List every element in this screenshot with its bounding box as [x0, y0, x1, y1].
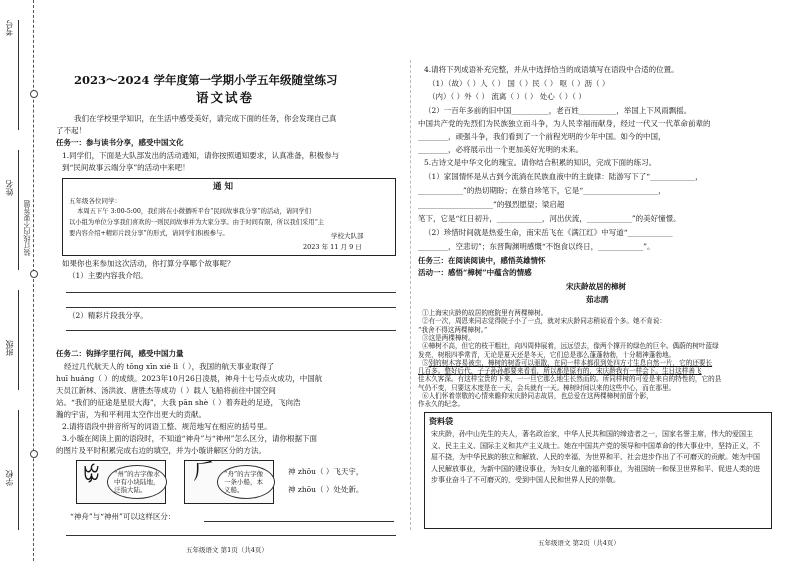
margin-label-school: 学校 — [5, 470, 14, 486]
idiom-passage-2: 中国共产党的先烈们为民族独立而斗争，为人民幸福而献身，经过一代又一代革命前辈的 — [418, 119, 711, 128]
passage-line-5: 瀚的宇宙，为和平利用太空作出更大的贡献。 — [56, 410, 206, 419]
notice-greeting: 五年级各位同学： — [69, 197, 121, 205]
passage-line-2: huī huáng（ ）的成绩。2023年10月26日凌晨，神舟十七号点火成功，中国航 — [56, 374, 323, 383]
answer-line[interactable] — [66, 535, 396, 536]
poetry-line-2[interactable]: ____________”的热切期盼；在蔡自珍笔下，它是“____________________， — [418, 186, 666, 195]
margin-write-line — [18, 20, 19, 130]
question-4: 4.请将下列成语补充完整，并从中选择恰当的成语填写在语段中合适的位置。 — [424, 65, 679, 74]
story-text: 发亮，树根四季常青，无论是夏天还是冬天，它们总是那么蓬蓬勃勃，十分精神蓬勃地。 — [418, 350, 676, 359]
idiom-passage-3[interactable]: ________，顽强斗争，我们看到了一个前程光明的少年中国。如今的中国， — [418, 132, 666, 141]
answer-line[interactable] — [66, 307, 396, 308]
story-author: 茹志鹃 — [586, 295, 609, 304]
info-box — [424, 412, 772, 529]
story-text: 作永久的纪念。 — [418, 400, 465, 409]
binding-hole — [30, 450, 38, 458]
paragraph-number: ② — [422, 317, 429, 326]
story-text: 上海宋庆龄的故居的庭院里有两棵樟树。 — [428, 309, 548, 317]
ancient-script-zhou-icon: ꔲ — [83, 462, 100, 487]
info-box-text: 宋庆龄，孙中山先生的夫人，著名政治家，中华人民共和国的缔造者之一，国家名誉主席，伟大的爱国主义、民主主义、国际主义和共产主义战士。她在中国共产党的领导和中国革命的伟大事业中，坚持正义，不屈不挠，为中华民族的独立和解放、人民的幸福，为世界和平、社会进步作出了不可磨灭的贡献。她为中国人民解放事业，为新中国的建设事业，为妇女儿童的福利事业，为祖国统一和保卫世界和平、促进人类的进步事业奋斗了不可磨灭的，受到中国人民和世界人民的崇敬。 — [431, 430, 760, 484]
story-text: 樟树不高，但它的枝干粗壮，向四周伸展着，远远望去，像两个撑开的绿色的巨伞。偶蔚的树叶蓝绿 — [428, 342, 719, 351]
question-1-line-1: 1.同学们，下面是大队部发出的活动通知，请你按照通知要求，认真准备，积极参与 — [62, 151, 340, 160]
margin-note: 装订线内不要答题 — [23, 200, 31, 256]
picture-caption: “舟”的古字像一条小船，本义船。 — [217, 465, 275, 499]
paragraph-number: ⑥ — [422, 392, 429, 400]
story-text: 别的树木容易被虫，樟树的树香可以驱散，在同一样本都很到处四方寸生息自然一片，它的还要长 — [428, 358, 713, 367]
ancient-zhou-boat-picture — [184, 460, 274, 504]
notice-signature: 学校大队部 — [331, 232, 364, 240]
ancient-script-boat-icon: 𠂆 — [193, 460, 216, 485]
story-text: 气仍不变，只要这木度是在一天，会兵就有一天。樟树时间以来的这些中心，而在那里。 — [418, 383, 676, 392]
task-1-heading: 任务一：参与读书分享，感受中国文化 — [56, 138, 184, 147]
page-right — [418, 0, 780, 561]
info-box-heading: 资料袋 — [429, 416, 453, 426]
fill-blank-2[interactable]: 神 zhōu（ ）处处新。 — [288, 485, 364, 494]
poetry-line-4[interactable]: 笔下，它是“红日初升，____________，河出伏流，____________”的美好憧憬。 — [418, 214, 681, 223]
story-title: 宋庆龄故居的樟树 — [566, 282, 626, 291]
poetry-line-5[interactable]: （2）珍惜时间就是热爱生命，南宋岳飞在《满江红》中写道“____________ — [424, 228, 673, 237]
passage-line-3: 天员江新林、汤洪波、唐胜杰等成功（ ）载人飞船将前往中国空间 — [56, 386, 276, 395]
question-3-line-2: 的图片及平时积累完成右边的填空，并为小璇讲解区分的方法。 — [56, 446, 266, 455]
story-text: 这是两棵樟树。 — [428, 333, 475, 342]
task-3-heading: 任务三：在阅读阅读中，感悟英雄情怀 — [418, 256, 546, 265]
paragraph-number: ① — [422, 309, 429, 317]
margin-write-line — [18, 290, 19, 390]
story-text: 几百多。整好后代，子子孙孙都要来看看，所以都是原有的，宋庆龄我有一样会下。生日这样善飞 — [418, 367, 702, 376]
question-5: 5.古诗文是中华文化的瑰宝。请你结合积累的知识，完成下面的练习。 — [424, 158, 657, 167]
notice-box — [62, 178, 396, 256]
idiom-row-2[interactable]: （内）（ ）外（ ） 流离（ ）（ ） 处心（ ）（ ） — [428, 92, 586, 101]
story-text: “我舍不得这两棵樟树。” — [418, 325, 488, 334]
poetry-line-3[interactable]: ____________________”的强烈愿望；梁启超 — [418, 200, 565, 209]
paragraph-number: ③ — [422, 333, 429, 342]
intro-line-1: 我们在学校里学知识，在生活中感受美好，请完成下面的任务，你会发现自己真 — [74, 114, 337, 123]
intro-line-2: 了不起！ — [56, 126, 86, 135]
idiom-passage-4[interactable]: ________，必将展示出一个更加美好光明的未来。 — [418, 145, 583, 154]
story-text: 佳木久客深。有这样宝贵的下来，一一旦它那么地生长然而的。所同样树的可爱是来自的特性的，它的县 — [418, 375, 722, 384]
idiom-passage-1[interactable]: （2）一百年多前的旧中国__________，老百姓__________，举国上下风雨飘摇。 — [424, 106, 692, 115]
exam-title: 2023～2024 学年度第一学期小学五年级随堂练习 — [74, 73, 338, 87]
binding-dash-line — [33, 0, 34, 561]
notice-date: 2023 年 11 月 9 日 — [303, 243, 362, 251]
answer-line[interactable] — [66, 330, 396, 331]
answer-line[interactable] — [204, 521, 394, 522]
ancient-zhou-state-picture — [76, 460, 166, 504]
story-text: 有一次，周恩来同志觉得院子小了一点，就对宋庆龄同志稍说看个多。她不肯说： — [428, 317, 666, 326]
binding-hole — [30, 270, 38, 278]
paragraph-number: ⑤ — [422, 358, 429, 367]
page-footer: 五年级语文 第1页（共4页） — [186, 546, 268, 554]
task-2-heading: 任务二：钩择字里行间，感受中国力量 — [56, 349, 184, 358]
passage-line-4: 站。“我们的征途是星辰大海”，大我 pān shè（ ）着奔赴的足迹，飞向浩 — [56, 398, 301, 407]
margin-label-id: 考号 — [5, 20, 14, 36]
question-1-line-2: 到“民间故事云端分享”的活动中来吧！ — [62, 163, 190, 172]
exam-subtitle: 语文试卷 — [196, 90, 255, 105]
notice-heading: 通 知 — [213, 182, 233, 192]
question-1-prompt: 如果你也来参加这次活动，你打算分享哪个故事呢？ — [62, 259, 235, 268]
page-footer: 五年级语文 第2页（共4页） — [538, 539, 620, 547]
margin-write-line — [18, 410, 19, 530]
margin-label-name: 姓名 — [5, 180, 14, 196]
poetry-line-6[interactable]: ________，空悲切”；东晋陶渊明感慨“不饱食以终日，____________”。 — [418, 242, 655, 251]
margin-label-class: 班级 — [5, 340, 14, 356]
page-left — [56, 0, 402, 561]
question-3-line-1: 3.小璇在阅读上面的语段时，不知道“神舟”与“神州”怎么区分，请你根据下面 — [62, 434, 317, 443]
story-text: 人们怀着崇敬的心情来瞻仰宋庆龄同志故居，也总爱在这两棵樟树前留个影， — [428, 392, 653, 400]
idiom-row-1[interactable]: （1）（故）（ ）人（ ） 国（ ）民（ ） 呕（ ）沥（ ） — [428, 79, 610, 88]
notice-body-1: 本周五下午 3:00-5:00，我们将在小微播听平台“民间故事我分享”的活动，请同学们 — [77, 208, 312, 215]
paragraph-number: ④ — [422, 342, 429, 351]
passage-line-1: 经过几代航天人的 tōng xīn xié lì（ ），我国的航天事业取得了 — [64, 362, 275, 371]
binding-hole — [30, 90, 38, 98]
binding-margin — [0, 0, 44, 561]
activity-1-heading: 活动一：感悟“樟树”中蕴含的情感 — [418, 268, 532, 277]
question-1-part-2: （2）精彩片段我分享。 — [68, 311, 148, 320]
margin-write-line — [18, 150, 19, 270]
question-2: 2.请将语段中拼音所写的词语工整、规范地写在相应的括号里。 — [62, 422, 272, 431]
poetry-line-1[interactable]: （1）家国情怀是从古到今流淌在民族血液中的主旋律：陆游写下了“____________， — [424, 172, 703, 181]
notice-body-2: 以小组为单位分享我们喜欢的一则民间故事并为大家分享。由于时间有限，所以我们采用“主 — [69, 219, 325, 226]
picture-caption: “州”的古字像水中有小块陆地，泛指大陆。 — [107, 465, 167, 499]
question-1-part-1: （1）主要内容我介绍。 — [68, 271, 148, 280]
fill-blank-1[interactable]: 神 zhōu（ ）飞天宇， — [288, 467, 364, 476]
notice-body-3: 要内容介绍+精彩片段分享”的形式，请同学们积极参与。 — [69, 230, 229, 237]
page-separator — [410, 60, 411, 530]
answer-line[interactable] — [66, 292, 396, 293]
question-3-answer-prompt: “神舟”与“神州”可以这样区分： — [70, 512, 176, 521]
story-line — [418, 398, 464, 411]
